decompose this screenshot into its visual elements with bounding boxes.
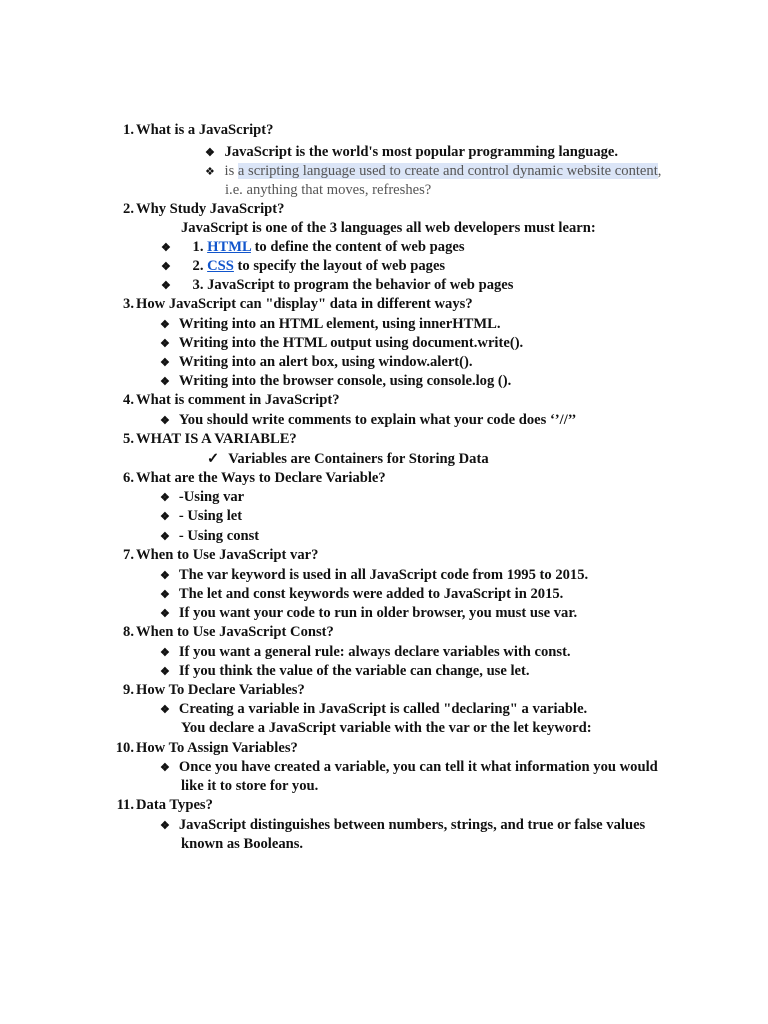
q2-item-3 — [161, 276, 513, 296]
q6-item-text: -Using var — [178, 489, 245, 505]
q3-item — [160, 334, 523, 354]
q2-item-1-prefix: 1. — [192, 239, 208, 255]
q2-intro: JavaScript is one of the 3 languages all web developers must learn: — [181, 220, 596, 236]
q7-number: 7. — [123, 547, 134, 563]
q1-bullet-2-cont: i.e. anything that moves, refreshes? — [225, 182, 432, 198]
q6-item — [160, 488, 244, 508]
q6-number: 6. — [123, 470, 134, 486]
html-link[interactable]: HTML — [207, 239, 251, 255]
q6-title: What are the Ways to Declare Variable? — [136, 470, 386, 486]
q6-item-text: - Using const — [178, 528, 260, 544]
q10-bullet-cont: like it to store for you. — [181, 778, 319, 794]
q11-bullet-cont: known as Booleans. — [181, 836, 304, 852]
diamond-bullet-icon: ❖ — [161, 242, 171, 254]
q2-item-1-rest: to define the content of web pages — [250, 239, 465, 255]
q7-item-text: If you want your code to run in older browser, you must use var. — [178, 605, 578, 621]
q1-bullet-1-text: JavaScript is the world's most popular programming language. — [224, 144, 619, 160]
q3-number: 3. — [123, 296, 134, 312]
q10-bullet-text: Once you have created a variable, you can tell it what information you would — [178, 759, 658, 775]
diamond-bullet-icon: ❖ — [160, 357, 170, 369]
css-link[interactable]: CSS — [207, 258, 234, 274]
q6-item-text: - Using let — [178, 508, 243, 524]
q9-bullet — [160, 700, 587, 720]
diamond-bullet-icon: ❖ — [160, 570, 170, 582]
q7-item — [160, 604, 577, 624]
q2-number: 2. — [123, 201, 134, 217]
q1-bullet-2-highlight: a scripting language used to create and control dynamic website content — [237, 163, 658, 179]
q3-item — [160, 353, 473, 373]
diamond-bullet-icon: ❖ — [160, 531, 170, 543]
q9-bullet-cont: You declare a JavaScript variable with the var or the let keyword: — [181, 720, 592, 736]
diamond-bullet-icon: ❖ — [160, 589, 170, 601]
diamond-bullet-icon: ❖ — [160, 511, 170, 523]
q4-number: 4. — [123, 392, 134, 408]
q4-title: What is comment in JavaScript? — [136, 392, 340, 408]
q5-bullet-text: Variables are Containers for Storing Data — [228, 451, 489, 467]
q3-item-text: Writing into an HTML element, using innerHTML. — [178, 316, 501, 332]
q9-title: How To Declare Variables? — [136, 682, 305, 698]
diamond-bullet-icon: ❖ — [160, 319, 170, 331]
q8-item — [160, 643, 571, 663]
q2-item-1 — [161, 238, 465, 258]
diamond-bullet-icon: ❖ — [160, 647, 170, 659]
diamond-bullet-icon: ❖ — [160, 762, 170, 774]
q3-item — [160, 315, 501, 335]
diamond-bullet-icon: ❖ — [160, 608, 170, 620]
q8-number: 8. — [123, 624, 134, 640]
q8-item-text: If you want a general rule: always declare variables with const. — [178, 644, 571, 660]
q6-item — [160, 507, 242, 527]
q11-number: 11. — [116, 797, 134, 813]
q10-number: 10. — [115, 740, 134, 756]
q11-bullet-text: JavaScript distinguishes between numbers, strings, and true or false values — [178, 817, 646, 833]
diamond-bullet-icon: ❖ — [160, 492, 170, 504]
diamond-bullet-icon: ❖ — [160, 415, 170, 427]
q1-bullet-2-prefix: is — [224, 163, 238, 179]
q11-bullet — [160, 816, 645, 836]
q8-item — [160, 662, 530, 682]
q2-item-2-rest: to specify the layout of web pages — [233, 258, 446, 274]
q2-item-3-text: 3. JavaScript to program the behavior of web pages — [192, 277, 514, 293]
q5-number: 5. — [123, 431, 134, 447]
diamond-bullet-icon: ❖ — [160, 338, 170, 350]
q7-item — [160, 566, 588, 586]
q10-bullet — [160, 758, 658, 778]
diamond-bullet-icon: ❖ — [205, 147, 215, 159]
q6-item — [160, 527, 259, 547]
diamond-bullet-icon: ❖ — [161, 261, 171, 273]
q1-bullet-1 — [205, 143, 618, 163]
q10-title: How To Assign Variables? — [136, 740, 298, 756]
q7-item — [160, 585, 563, 605]
q8-title: When to Use JavaScript Const? — [136, 624, 334, 640]
diamond-bullet-icon: ❖ — [160, 376, 170, 388]
q11-title: Data Types? — [136, 797, 213, 813]
q4-bullet-text: You should write comments to explain what your code does ‘’//’’ — [178, 412, 577, 428]
q3-item-text: Writing into an alert box, using window.alert(). — [178, 354, 473, 370]
q5-bullet — [207, 450, 489, 469]
q1-number: 1. — [123, 122, 134, 138]
diamond-bullet-icon: ❖ — [160, 704, 170, 716]
q2-item-2 — [161, 257, 445, 277]
q4-bullet — [160, 411, 576, 431]
q8-item-text: If you think the value of the variable can change, use let. — [178, 663, 530, 679]
q3-item — [160, 372, 511, 392]
q1-bullet-2 — [205, 162, 661, 182]
diamond-bullet-icon: ❖ — [161, 280, 171, 292]
q9-number: 9. — [123, 682, 134, 698]
q7-item-text: The let and const keywords were added to JavaScript in 2015. — [178, 586, 564, 602]
diamond-bullet-icon: ❖ — [160, 666, 170, 678]
q3-item-text: Writing into the HTML output using document.write(). — [178, 335, 524, 351]
checkmark-icon: ✓ — [207, 451, 220, 467]
q3-title: How JavaScript can "display" data in different ways? — [136, 296, 473, 312]
q1-bullet-2-comma: , — [657, 163, 662, 179]
q2-title: Why Study JavaScript? — [136, 201, 285, 217]
diamond-bullet-icon: ❖ — [160, 820, 170, 832]
q1-title: What is a JavaScript? — [136, 122, 274, 138]
q9-bullet-text: Creating a variable in JavaScript is called "declaring" a variable. — [178, 701, 588, 717]
diamond-bullet-icon: ❖ — [205, 166, 215, 178]
q7-title: When to Use JavaScript var? — [136, 547, 319, 563]
q7-item-text: The var keyword is used in all JavaScript code from 1995 to 2015. — [178, 567, 589, 583]
q5-title: WHAT IS A VARIABLE? — [136, 431, 297, 447]
q3-item-text: Writing into the browser console, using console.log (). — [178, 373, 512, 389]
q2-item-2-prefix: 2. — [192, 258, 208, 274]
